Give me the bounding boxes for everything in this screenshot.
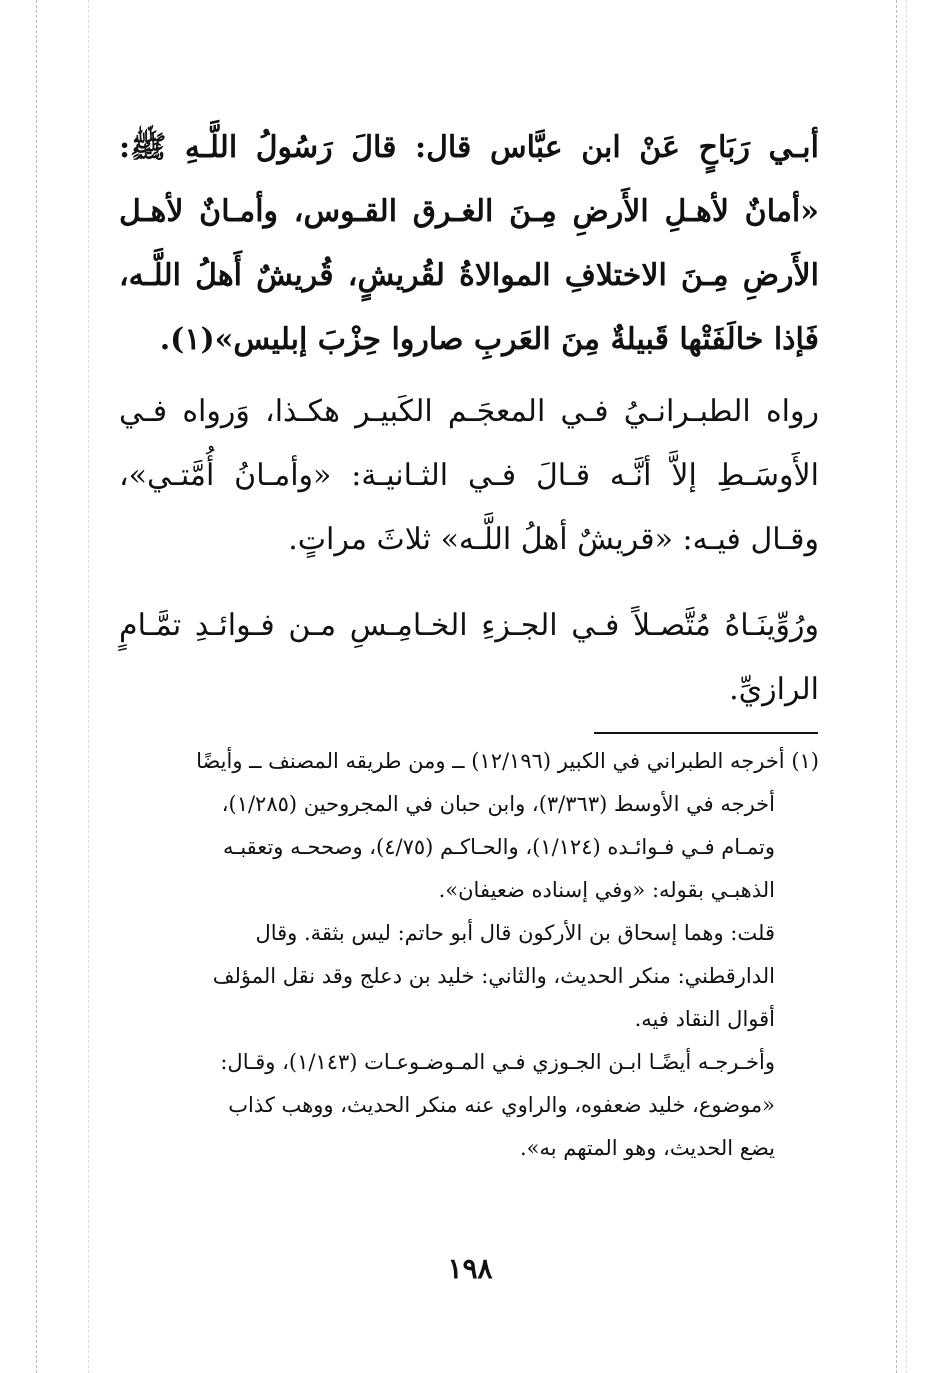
footnote-line: «موضوع، خليد ضعفوه، والراوي عنه منكر الحديث، ووهب كذاب [228, 1093, 775, 1117]
hadith-paragraph: أبـي رَبَاحٍ عَنْ ابن عبَّاس قال: قالَ رَسُولُ اللَّـهِ ﷺ: «أمانٌ لأهـلِ الأَرضِ مِـنَ الغـرق القـوس، وأمـانٌ لأهـل الأَرضِ مِـنَ الاختلافِ الموالاةُ لقُريشٍ، قُريشٌ أَهلُ اللَّـه، فَإذا خالَفَتْها قَبيلةٌ مِنَ العَربِ صاروا حِزْبَ إبليس»(١). [119, 130, 819, 357]
scan-edge-line [36, 0, 37, 1373]
commentary-paragraph: رواه الطبـرانـيُ فـي المعجَـم الكَبيـر هكـذا، وَرواه فـي الأَوسَـطِ إلاَّ أنَّـه قـالَ فـي الثـانيـة: «وأمـانُ أُمَّتـي»، وقـال فيـه: «قريشٌ أهلُ اللَّـه» ثلاثَ مراتٍ. [119, 394, 819, 557]
footnote-line: أخرجه في الأوسط (٣/٣٦٣)، وابن حبان في المجروحين (١/٢٨٥)، [221, 792, 775, 816]
page-number: ١٩٨ [447, 1252, 493, 1285]
footnote-line: أقوال النقاد فيه. [634, 1007, 775, 1031]
footnote-line: وأخـرجـه أيضًـا ابـن الجـوزي فـي المـوضـوعـات (١/١٤٣)، وقـال: [220, 1050, 775, 1074]
footnote-line: (١) أخرجه الطبراني في الكبير (١٢/١٩٦) ــ ومن طريقه المصنف ــ وأيضًا [196, 749, 819, 773]
footnote-line: الذهبـي بقوله: «وفي إسناده ضعيفان». [438, 878, 775, 902]
scan-edge-line [896, 0, 897, 1373]
footnote-line: يضع الحديث، وهو المتهم به». [519, 1136, 775, 1160]
footnote-line: قلت: وهما إسحاق بن الأركون قال أبو حاتم: ليس بثقة. وقال [255, 921, 775, 945]
scan-edge-line [88, 0, 89, 1373]
scan-edge-line [906, 0, 907, 1373]
commentary-paragraph: ورُوِّينَـاهُ مُتَّصـلاً فـي الجـزءِ الخـامِـسِ مـن فـوائـدِ تمَّـامٍ الرازيِّ. [119, 608, 819, 707]
footnote-line: وتمـام فـي فـوائـده (١/١٢٤)، والحـاكـم (٤/٧٥)، وصححـه وتعقبـه [222, 835, 775, 859]
footnotes [119, 740, 819, 1170]
footnote-separator [594, 732, 818, 734]
footnote-line: الدارقطني: منكر الحديث، والثاني: خليد بن دعلج وقد نقل المؤلف [212, 964, 775, 988]
